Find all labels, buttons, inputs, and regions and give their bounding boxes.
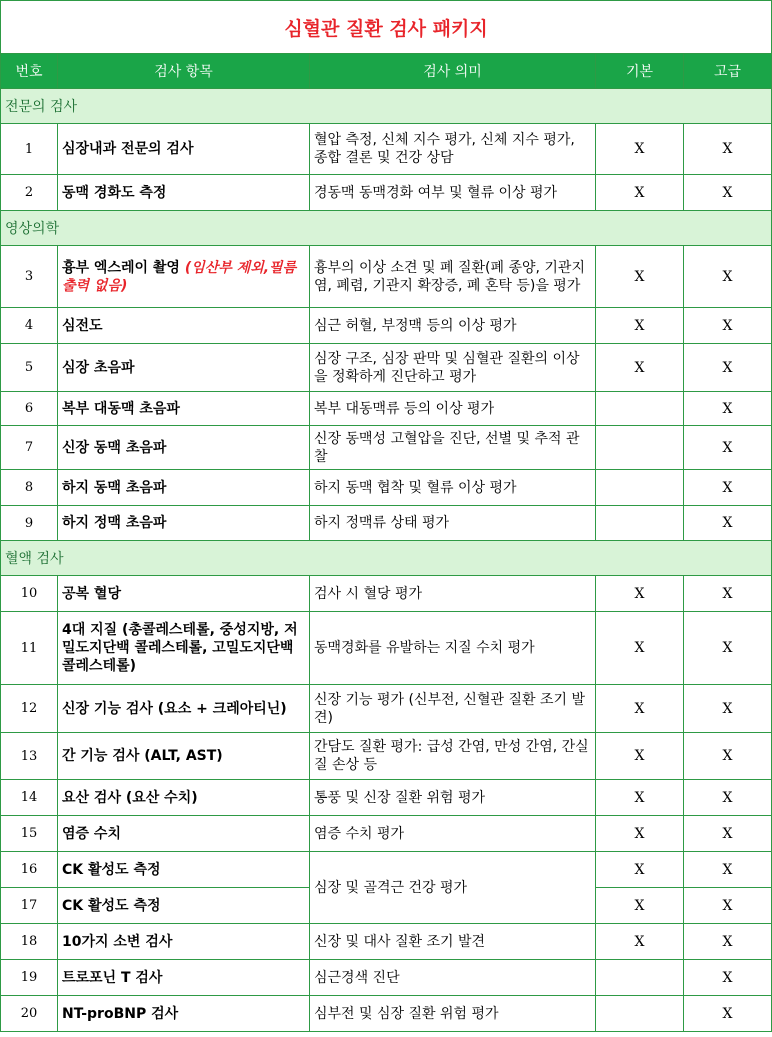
- row-meaning: 흉부의 이상 소견 및 폐 질환(폐 종양, 기관지염, 폐렴, 기관지 확장증, 폐 혼탁 등)을 평가: [310, 246, 596, 308]
- row-basic-mark: X: [596, 308, 684, 344]
- table-row: [1, 960, 772, 996]
- row-item: 신장 기능 검사 (요소 + 크레아티닌): [58, 685, 310, 733]
- row-number: 8: [1, 470, 58, 506]
- row-advanced-mark: X: [684, 924, 772, 960]
- table-row: [1, 816, 772, 852]
- row-item: 10가지 소변 검사: [58, 924, 310, 960]
- header-advanced: 고급: [684, 54, 772, 89]
- row-item: 염증 수치: [58, 816, 310, 852]
- row-basic-mark: X: [596, 852, 684, 888]
- row-item: 심장 초음파: [58, 344, 310, 392]
- row-meaning: 심근 허혈, 부정맥 등의 이상 평가: [310, 308, 596, 344]
- table-row: [1, 685, 772, 733]
- row-advanced-mark: X: [684, 888, 772, 924]
- row-number: 7: [1, 426, 58, 470]
- row-meaning: 신장 및 대사 질환 조기 발견: [310, 924, 596, 960]
- row-number: 17: [1, 888, 58, 924]
- row-number: 18: [1, 924, 58, 960]
- row-meaning: 통풍 및 신장 질환 위험 평가: [310, 780, 596, 816]
- row-meaning: 심장 및 골격근 건강 평가: [310, 852, 596, 924]
- section-title: 혈액 검사: [1, 541, 772, 576]
- row-advanced-mark: X: [684, 175, 772, 211]
- row-item: 하지 동맥 초음파: [58, 470, 310, 506]
- row-number: 4: [1, 308, 58, 344]
- row-basic-mark: [596, 426, 684, 470]
- row-item: 트로포닌 T 검사: [58, 960, 310, 996]
- row-basic-mark: [596, 470, 684, 506]
- row-basic-mark: [596, 960, 684, 996]
- row-number: 3: [1, 246, 58, 308]
- row-basic-mark: [596, 506, 684, 541]
- row-basic-mark: X: [596, 576, 684, 612]
- row-item: 4대 지질 (총콜레스테롤, 중성지방, 저밀도지단백 콜레스테롤, 고밀도지단백 콜레스테롤): [58, 612, 310, 685]
- row-item-label: 흉부 엑스레이 촬영: [62, 259, 180, 276]
- row-item: 복부 대동맥 초음파: [58, 392, 310, 426]
- table-row: [1, 576, 772, 612]
- row-advanced-mark: X: [684, 344, 772, 392]
- row-meaning: 신장 기능 평가 (신부전, 신혈관 질환 조기 발견): [310, 685, 596, 733]
- row-item: 하지 정맥 초음파: [58, 506, 310, 541]
- row-item: 간 기능 검사 (ALT, AST): [58, 733, 310, 780]
- row-advanced-mark: X: [684, 733, 772, 780]
- row-number: 16: [1, 852, 58, 888]
- row-basic-mark: X: [596, 816, 684, 852]
- row-item: 동맥 경화도 측정: [58, 175, 310, 211]
- row-advanced-mark: X: [684, 470, 772, 506]
- table-header: [1, 54, 772, 89]
- table-row: [1, 780, 772, 816]
- row-advanced-mark: X: [684, 576, 772, 612]
- row-meaning: 하지 정맥류 상태 평가: [310, 506, 596, 541]
- row-advanced-mark: X: [684, 685, 772, 733]
- table-row: [1, 246, 772, 308]
- row-meaning: 혈압 측정, 신체 지수 평가, 신체 지수 평가, 종합 결론 및 건강 상담: [310, 124, 596, 175]
- section-row: [1, 541, 772, 576]
- header-meaning: 검사 의미: [310, 54, 596, 89]
- row-advanced-mark: X: [684, 960, 772, 996]
- row-meaning: 검사 시 혈당 평가: [310, 576, 596, 612]
- row-basic-mark: X: [596, 888, 684, 924]
- row-basic-mark: X: [596, 175, 684, 211]
- row-number: 5: [1, 344, 58, 392]
- row-basic-mark: X: [596, 124, 684, 175]
- row-number: 9: [1, 506, 58, 541]
- row-advanced-mark: X: [684, 124, 772, 175]
- table-row: [1, 426, 772, 470]
- row-item: NT-proBNP 검사: [58, 996, 310, 1032]
- row-advanced-mark: X: [684, 392, 772, 426]
- row-basic-mark: X: [596, 685, 684, 733]
- row-advanced-mark: X: [684, 506, 772, 541]
- row-advanced-mark: X: [684, 852, 772, 888]
- row-item: CK 활성도 측정: [58, 852, 310, 888]
- table-row: [1, 852, 772, 888]
- row-meaning: 경동맥 동맥경화 여부 및 혈류 이상 평가: [310, 175, 596, 211]
- row-basic-mark: [596, 392, 684, 426]
- row-basic-mark: X: [596, 780, 684, 816]
- row-meaning: 간담도 질환 평가: 급성 간염, 만성 간염, 간실질 손상 등: [310, 733, 596, 780]
- row-basic-mark: X: [596, 924, 684, 960]
- row-meaning: 복부 대동맥류 등의 이상 평가: [310, 392, 596, 426]
- section-row: [1, 211, 772, 246]
- row-number: 20: [1, 996, 58, 1032]
- row-item: 심전도: [58, 308, 310, 344]
- section-title: 전문의 검사: [1, 89, 772, 124]
- row-advanced-mark: X: [684, 246, 772, 308]
- row-advanced-mark: X: [684, 612, 772, 685]
- row-basic-mark: [596, 996, 684, 1032]
- row-number: 13: [1, 733, 58, 780]
- row-meaning: 심근경색 진단: [310, 960, 596, 996]
- section-row: [1, 89, 772, 124]
- row-advanced-mark: X: [684, 816, 772, 852]
- table-row: [1, 175, 772, 211]
- table-row: [1, 733, 772, 780]
- row-advanced-mark: X: [684, 426, 772, 470]
- row-item: 신장 동맥 초음파: [58, 426, 310, 470]
- row-advanced-mark: X: [684, 780, 772, 816]
- header-basic: 기본: [596, 54, 684, 89]
- row-advanced-mark: X: [684, 996, 772, 1032]
- row-number: 11: [1, 612, 58, 685]
- row-number: 14: [1, 780, 58, 816]
- row-number: 1: [1, 124, 58, 175]
- table-row: [1, 344, 772, 392]
- row-basic-mark: X: [596, 612, 684, 685]
- table-row: [1, 124, 772, 175]
- row-item: 공복 혈당: [58, 576, 310, 612]
- row-item: CK 활성도 측정: [58, 888, 310, 924]
- section-title: 영상의학: [1, 211, 772, 246]
- row-meaning: 심부전 및 심장 질환 위험 평가: [310, 996, 596, 1032]
- row-advanced-mark: X: [684, 308, 772, 344]
- table-row: [1, 612, 772, 685]
- row-basic-mark: X: [596, 733, 684, 780]
- row-number: 10: [1, 576, 58, 612]
- row-item: [58, 246, 310, 308]
- table-row: [1, 470, 772, 506]
- row-item: 심장내과 전문의 검사: [58, 124, 310, 175]
- header-number: 번호: [1, 54, 58, 89]
- row-meaning: 염증 수치 평가: [310, 816, 596, 852]
- row-meaning: 신장 동맥성 고혈압을 진단, 선별 및 추적 관찰: [310, 426, 596, 470]
- page-title: 심혈관 질환 검사 패키지: [1, 1, 772, 54]
- table-row: [1, 996, 772, 1032]
- row-number: 2: [1, 175, 58, 211]
- row-number: 19: [1, 960, 58, 996]
- table-row: [1, 308, 772, 344]
- table-row: [1, 392, 772, 426]
- row-meaning: 하지 동맥 협착 및 혈류 이상 평가: [310, 470, 596, 506]
- row-basic-mark: X: [596, 246, 684, 308]
- row-meaning: 심장 구조, 심장 판막 및 심혈관 질환의 이상을 정확하게 진단하고 평가: [310, 344, 596, 392]
- row-item: 요산 검사 (요산 수치): [58, 780, 310, 816]
- table-row: [1, 506, 772, 541]
- row-number: 15: [1, 816, 58, 852]
- row-basic-mark: X: [596, 344, 684, 392]
- row-meaning: 동맥경화를 유발하는 지질 수치 평가: [310, 612, 596, 685]
- header-item: 검사 항목: [58, 54, 310, 89]
- table-row: [1, 924, 772, 960]
- row-number: 12: [1, 685, 58, 733]
- row-number: 6: [1, 392, 58, 426]
- row-item-note: (임산부 제외,필름 출력 없음): [62, 259, 297, 294]
